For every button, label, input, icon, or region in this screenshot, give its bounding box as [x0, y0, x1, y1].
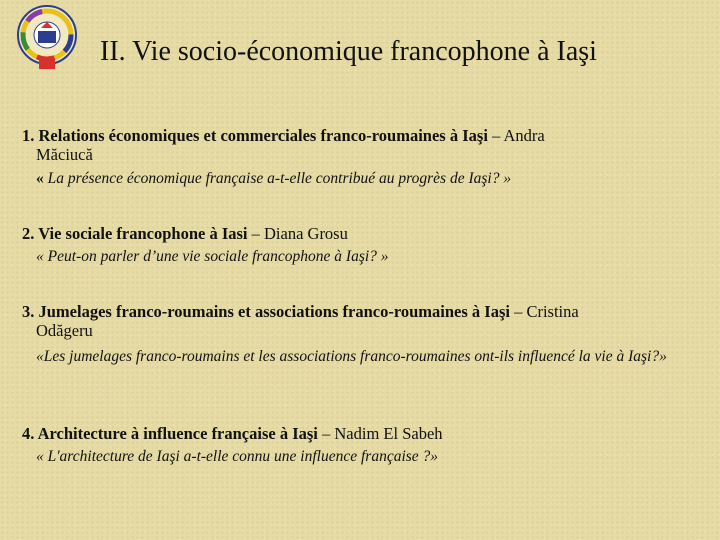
topic-heading: 1. Relations économiques et commerciales franco-roumaines à Iaşi — [22, 126, 488, 145]
francophonie-emblem-icon — [12, 4, 82, 72]
topic-author: Nadim El Sabeh — [334, 424, 443, 443]
dash: – — [492, 126, 501, 145]
topic-author: Andra — [503, 126, 545, 145]
quote-mark: « — [36, 170, 44, 187]
topic-question — [22, 169, 712, 189]
francophonie-logo — [12, 4, 82, 72]
topic-heading: 4. Architecture à influence française à Iaşi — [22, 424, 318, 443]
question-text: L'architecture de Iaşi a-t-elle connu une influence française ?» — [43, 448, 439, 465]
topic-author: Diana Grosu — [264, 224, 348, 243]
topic-question — [22, 447, 712, 467]
topic-heading: 3. Jumelages franco-roumains et associations franco-roumaines à Iaşi — [22, 302, 510, 321]
topic-item-3 — [22, 302, 712, 367]
dash: – — [514, 302, 523, 321]
dash: – — [251, 224, 260, 243]
topic-heading: 2. Vie sociale francophone à Iasi — [22, 224, 248, 243]
topic-author: Cristina — [526, 302, 579, 321]
question-text: La présence économique française a-t-elle contribué au progrès de Iaşi? » — [43, 170, 512, 187]
quote-mark: « — [36, 448, 44, 465]
topic-item-2 — [22, 224, 712, 267]
topic-author-continued: Odăgeru — [36, 321, 93, 340]
topic-item-4 — [22, 424, 712, 467]
question-text: Les jumelages franco-roumains et les associations franco-roumaines ont-ils influencé la vie à Iaşi?» — [43, 348, 667, 365]
question-text: Peut-on parler d’une vie sociale francophone à Iaşi? » — [43, 248, 389, 265]
topic-item-1 — [22, 126, 712, 189]
page-title: II. Vie socio-économique francophone à Iaşi — [100, 36, 597, 67]
topic-question — [22, 247, 712, 267]
dash: – — [322, 424, 331, 443]
topic-author-continued: Măciucă — [36, 145, 93, 164]
topic-question — [22, 347, 712, 367]
quote-mark: « — [36, 348, 44, 365]
quote-mark: « — [36, 248, 44, 265]
